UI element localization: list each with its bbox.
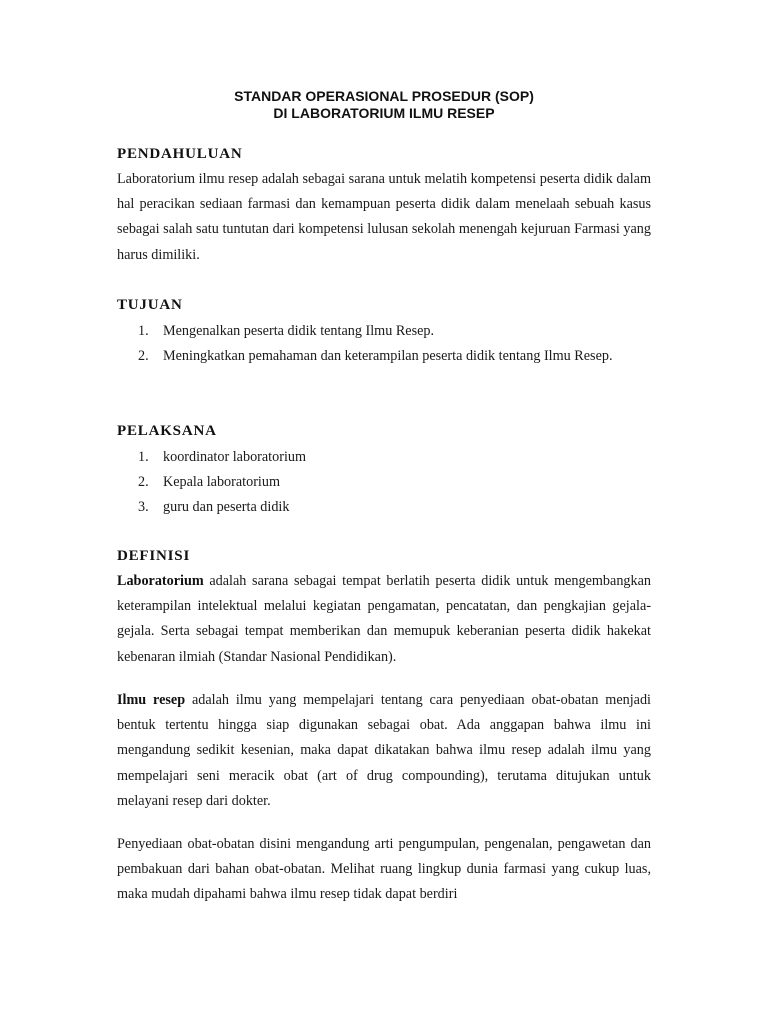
heading-pendahuluan: PENDAHULUAN: [117, 146, 243, 162]
term-ilmu-resep: Ilmu resep: [117, 692, 186, 708]
list-item-pelaksana-3: [138, 495, 651, 520]
list-item-pelaksana-2: [138, 470, 651, 495]
list-number: 2.: [138, 474, 149, 490]
list-text: Kepala laboratorium: [163, 474, 280, 490]
paragraph-pendahuluan: Laboratorium ilmu resep adalah sebagai sarana untuk melatih kompetensi peserta didik dalam hal peracikan sediaan farmasi dan kemampuan peserta didik dalam menelaah sebuah kasus sebagai salah satu tuntutan dari kompetensi lulusan sekolah menengah kejuruan Farmasi yang harus dimiliki.: [117, 171, 651, 263]
paragraph-penyediaan: Penyediaan obat-obatan disini mengandung arti pengumpulan, pengenalan, pengawetan dan pembakuan dari bahan obat-obatan. Melihat ruang lingkup dunia farmasi yang cukup luas, maka mudah dipahami bahwa ilmu resep tidak dapat berdiri: [117, 836, 651, 903]
paragraph-definisi-ilmu-resep: [117, 688, 651, 814]
list-number: 3.: [138, 499, 149, 515]
list-text: Meningkatkan pemahaman dan keterampilan peserta didik tentang Ilmu Resep.: [163, 348, 613, 364]
term-laboratorium: Laboratorium: [117, 573, 204, 589]
definition-ilmu-resep: adalah ilmu yang mempelajari tentang cara penyediaan obat-obatan menjadi bentuk tertentu hingga siap digunakan sebagai obat. Ada anggapan bahwa ilmu ini mengandung sedikit kesenian, maka dapat dikatakan bahwa ilmu resep adalah ilmu yang mempelajari seni meracik obat (art of drug compounding), terutama ditujukan untuk melayani resep dari dokter.: [117, 692, 651, 809]
heading-tujuan: TUJUAN: [117, 297, 183, 313]
list-item-pelaksana-1: [138, 445, 651, 470]
list-number: 1.: [138, 323, 149, 339]
list-text: koordinator laboratorium: [163, 449, 307, 465]
list-item-tujuan-2: [138, 344, 651, 369]
list-item-tujuan-1: [138, 319, 651, 344]
list-number: 2.: [138, 348, 149, 364]
heading-definisi: DEFINISI: [117, 548, 191, 564]
heading-pelaksana: PELAKSANA: [117, 423, 217, 439]
list-number: 1.: [138, 449, 149, 465]
document-title-line-1: STANDAR OPERASIONAL PROSEDUR (SOP): [234, 88, 534, 104]
paragraph-definisi-laboratorium: [117, 569, 651, 670]
definition-laboratorium: adalah sarana sebagai tempat berlatih peserta didik untuk mengembangkan keterampilan intelektual melalui kegiatan pengamatan, pencatatan, dan pengkajian gejala-gejala. Serta sebagai tempat memberikan dan memupuk keberanian peserta didik hakekat kebenaran ilmiah (Standar Nasional Pendidikan).: [117, 573, 651, 665]
list-text: Mengenalkan peserta didik tentang Ilmu Resep.: [163, 323, 435, 339]
list-text: guru dan peserta didik: [163, 499, 290, 515]
document-title-line-2: DI LABORATORIUM ILMU RESEP: [273, 105, 495, 121]
